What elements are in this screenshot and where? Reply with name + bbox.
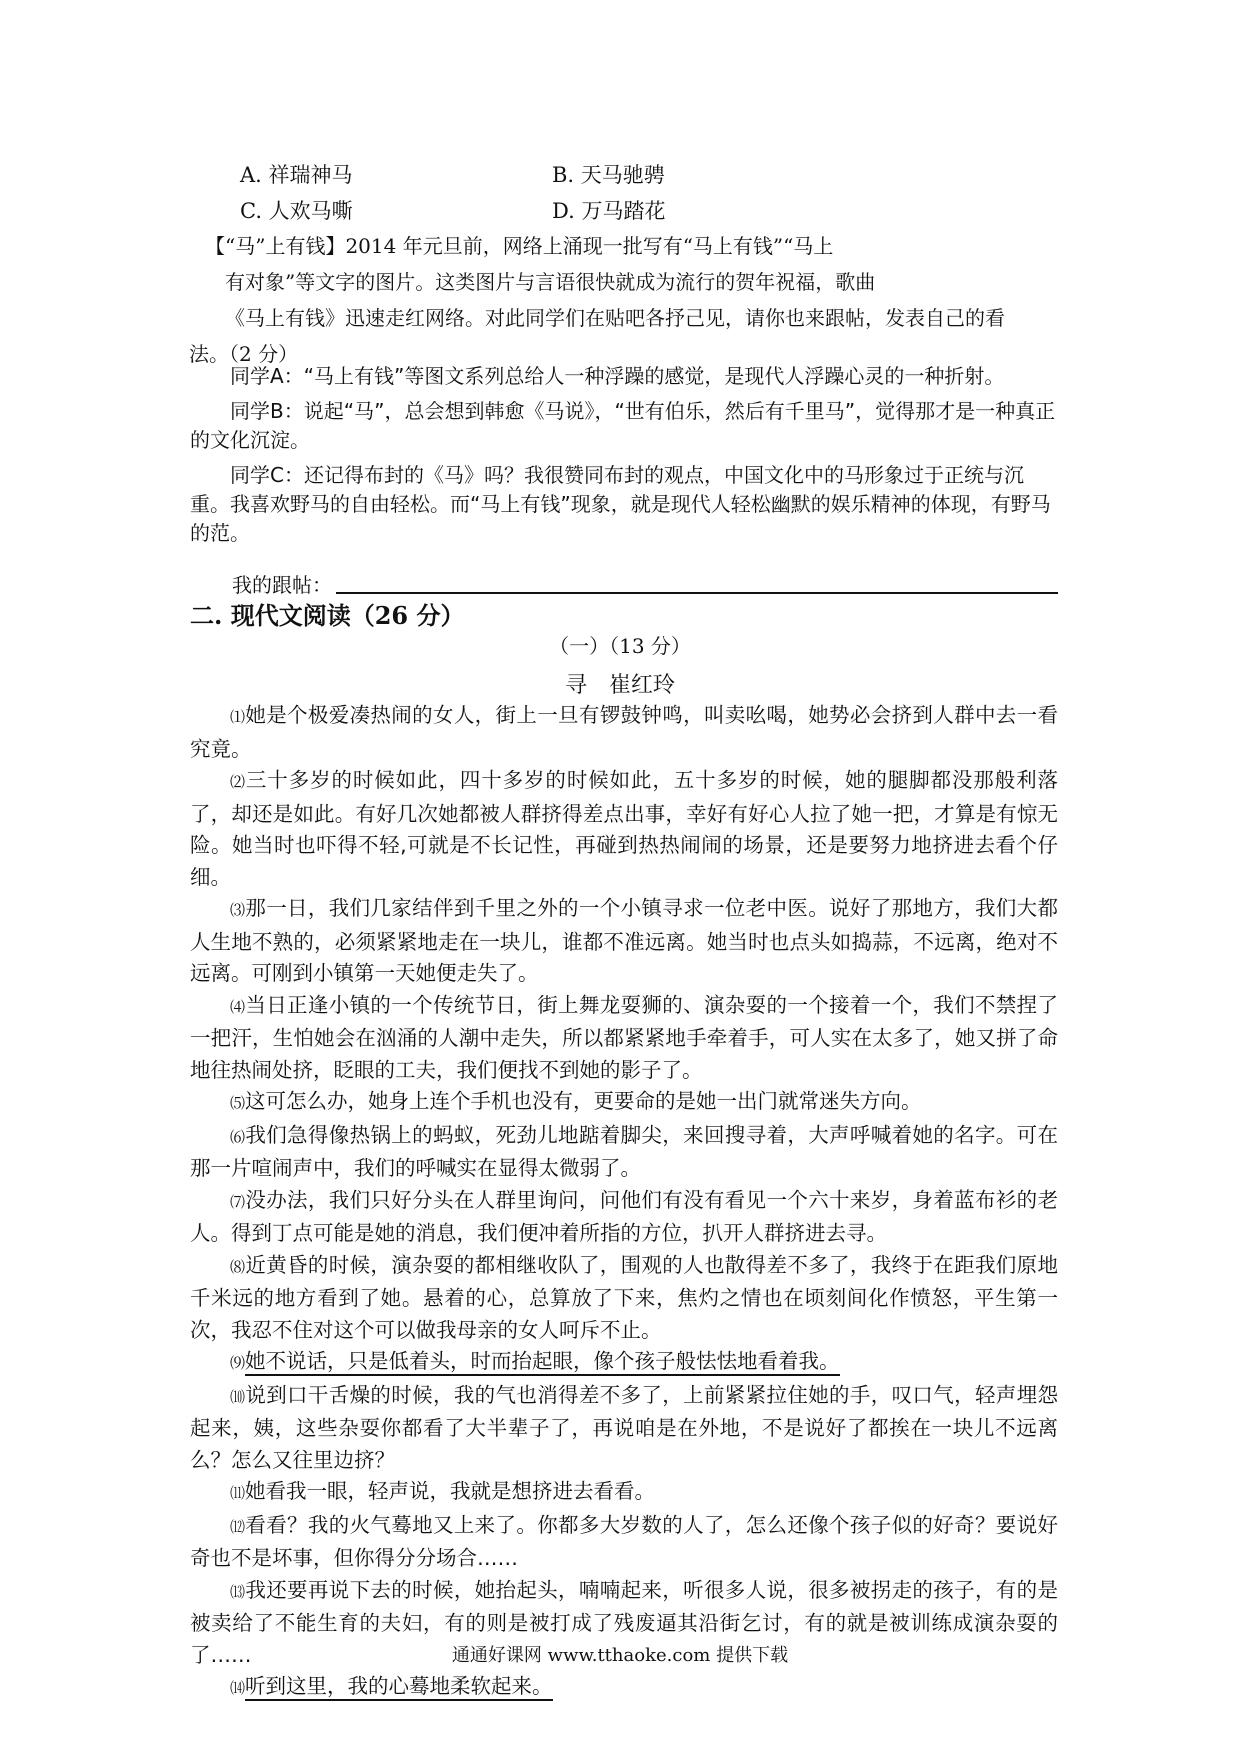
intro-line-1: 【“马”上有钱】2014 年元旦前，网络上涌现一批写有“马上有钱”“马上 [205,234,834,258]
paragraph-number: ⑴ [230,708,246,726]
section-heading: 二. 现代文阅读（26 分） [190,601,465,630]
reply-field[interactable] [232,566,1058,598]
option-d: D. 万马踏花 [552,199,666,223]
paragraph-number: ⑸ [230,1094,246,1112]
paragraph-11 [190,1476,1058,1510]
paragraph-number: ⑷ [230,997,246,1016]
reply-answer-line[interactable] [336,592,1058,594]
paragraph-9 [190,1346,1058,1380]
paragraph-text: 没办法，我们只好分头在人群里询问，问他们有没有看见一个六十来岁，身着蓝布衫的老人。得到丁点可能是她的消息，我们便冲着所指的方位，扒开人群挤进去寻。 [190,1187,1058,1245]
paragraph-text: 近黄昏的时候，演杂耍的都相继收队了，围观的人也散得差不多了，我终于在距我们原地千米远的地方看到了她。悬着的心，总算放了下来，焦灼之情也在顷刻间化作愤怒，平生第一次，我忍不住对这个可以做我母亲的女人呵斥不止。 [190,1252,1058,1342]
options-row-1 [240,156,960,192]
paragraph-text: 当日正逢小镇的一个传统节日，街上舞龙耍狮的、演杂耍的一个接着一个，我们不禁捏了一把汗，生怕她会在汹涌的人潮中走失，所以都紧紧地手牵着手，可人实在太多了，她又拼了命地往热闹处挤，眨眼的工夫，我们便找不到她的影子了。 [190,992,1058,1082]
paragraph-number: ⑾ [230,1484,246,1502]
paragraph-7 [190,1185,1058,1250]
paragraph-text: 我们急得像热锅上的蚂蚁，死劲儿地踮着脚尖，来回搜寻着，大声呼喊着她的名字。可在那一片喧闹声中，我们的呼喊实在显得太微弱了。 [190,1122,1058,1180]
paragraph-1 [190,700,1058,765]
intro-line-3: 《马上有钱》迅速走红网络。对此同学们在贴吧各抒己见，请你也来跟帖，发表自己的看 [225,306,1005,330]
option-a: A. 祥瑞神马 [240,163,353,187]
paragraph-number: ⒁ [230,1679,246,1697]
reply-label: 我的跟帖： [232,573,332,597]
options-row-2 [240,192,960,228]
paragraph-3 [190,893,1058,990]
paragraph-number: ⑼ [230,1354,246,1372]
paragraph-number: ⑺ [230,1192,246,1211]
paragraph-text: 看看？我的火气蓦地又上来了。你都多大岁数的人了，怎么还像个孩子似的好奇？要说好奇也不是坏事，但你得分分场合…… [190,1512,1058,1570]
paragraph-8 [190,1250,1058,1347]
paragraph-number: ⑹ [230,1127,246,1146]
question-intro [189,228,1065,372]
underlined-sentence: 她不说话，只是低着头，时而抬起眼，像个孩子般怯怯地看着我。 [245,1349,840,1376]
answer-options [240,156,960,228]
underlined-sentence: 听到这里，我的心蓦地柔软起来。 [245,1674,553,1701]
paragraph-text: 我还要再说下去的时候，她抬起头，喃喃起来，听很多人说，很多被拐走的孩子，有的是被卖给了不能生育的夫妇，有的则是被打成了残废逼其沿街乞讨，有的就是被训练成演杂耍的了…… [190,1577,1058,1667]
paragraph-12 [190,1510,1058,1575]
post-student-b: 同学B：说起“马”，总会想到韩愈《马说》，“世有伯乐，然后有千里马”，觉得那才是一种真正的文化沉淀。 [190,399,1056,452]
post-student-a: 同学A：“马上有钱”等图文系列总给人一种浮躁的感觉，是现代人浮躁心灵的一种折射。 [230,364,1005,388]
intro-line-4: 法。（2 分） [189,342,299,366]
paragraph-14 [190,1671,1058,1705]
paragraph-text: 她看我一眼，轻声说，我就是想挤进去看看。 [245,1479,656,1503]
section-subheading: （一）（13 分） [549,634,691,658]
paragraph-text: 三十多岁的时候如此，四十多岁的时候如此，五十多岁的时候，她的腿脚都没那般利落了，却还是如此。有好几次她都被人群挤得差点出事，幸好有好心人拉了她一把，才算是有惊无险。她当时也吓得不轻,可就是不长记性，再碰到热热闹闹的场景，还是要努力地挤进去看个仔细。 [190,768,1058,889]
paragraph-number: ⑶ [230,901,246,919]
paragraph-number: ⑵ [230,773,246,791]
forum-posts [190,362,1058,554]
option-c: C. 人欢马嘶 [240,199,353,223]
page-footer: 通通好课网 www.tthaoke.com 提供下载 [451,1645,789,1666]
post-student-c: 同学C：还记得布封的《马》吗？我很赞同布封的观点，中国文化中的马形象过于正统与沉重。我喜欢野马的自由轻松。而“马上有钱”现象，就是现代人轻松幽默的娱乐精神的体现，有野马的范。 [190,463,1051,545]
article-title: 寻 崔红玲 [564,673,675,698]
paragraph-10 [190,1380,1058,1477]
paragraph-2 [190,765,1058,893]
paragraph-text: 那一日，我们几家结伴到千里之外的一个小镇寻求一位老中医。说好了那地方，我们大都人生地不熟的，必须紧紧地走在一块儿，谁都不准远离。她当时也点头如捣蒜，不远离，绝对不远离。可刚到小镇第一天她便走失了。 [190,896,1058,985]
paragraph-number: ⑽ [230,1387,246,1406]
paragraph-4 [190,990,1058,1087]
article-body [190,700,1058,1705]
paragraph-text: 她是个极爱凑热闹的女人，街上一旦有锣鼓钟鸣，叫卖吆喝，她势必会挤到人群中去一看究竟。 [190,703,1058,761]
paragraph-number: ⑿ [230,1517,246,1536]
paragraph-5 [190,1086,1058,1120]
intro-line-2: 有对象”等文字的图片。这类图片与言语很快就成为流行的贺年祝福，歌曲 [225,270,876,294]
paragraph-text: 说到口干舌燥的时候，我的气也消得差不多了，上前紧紧拉住她的手，叹口气，轻声埋怨起来，姨，这些杂耍你都看了大半辈子了，再说咱是在外地，不是说好了都挨在一块儿不远离么？怎么又往里边挤？ [190,1382,1058,1472]
paragraph-number: ⒀ [230,1582,246,1601]
paragraph-number: ⑻ [230,1257,246,1276]
paragraph-6 [190,1120,1058,1185]
option-b: B. 天马驰骋 [552,163,665,187]
paragraph-text: 这可怎么办，她身上连个手机也没有，更要命的是她一出门就常迷失方向。 [245,1089,922,1113]
